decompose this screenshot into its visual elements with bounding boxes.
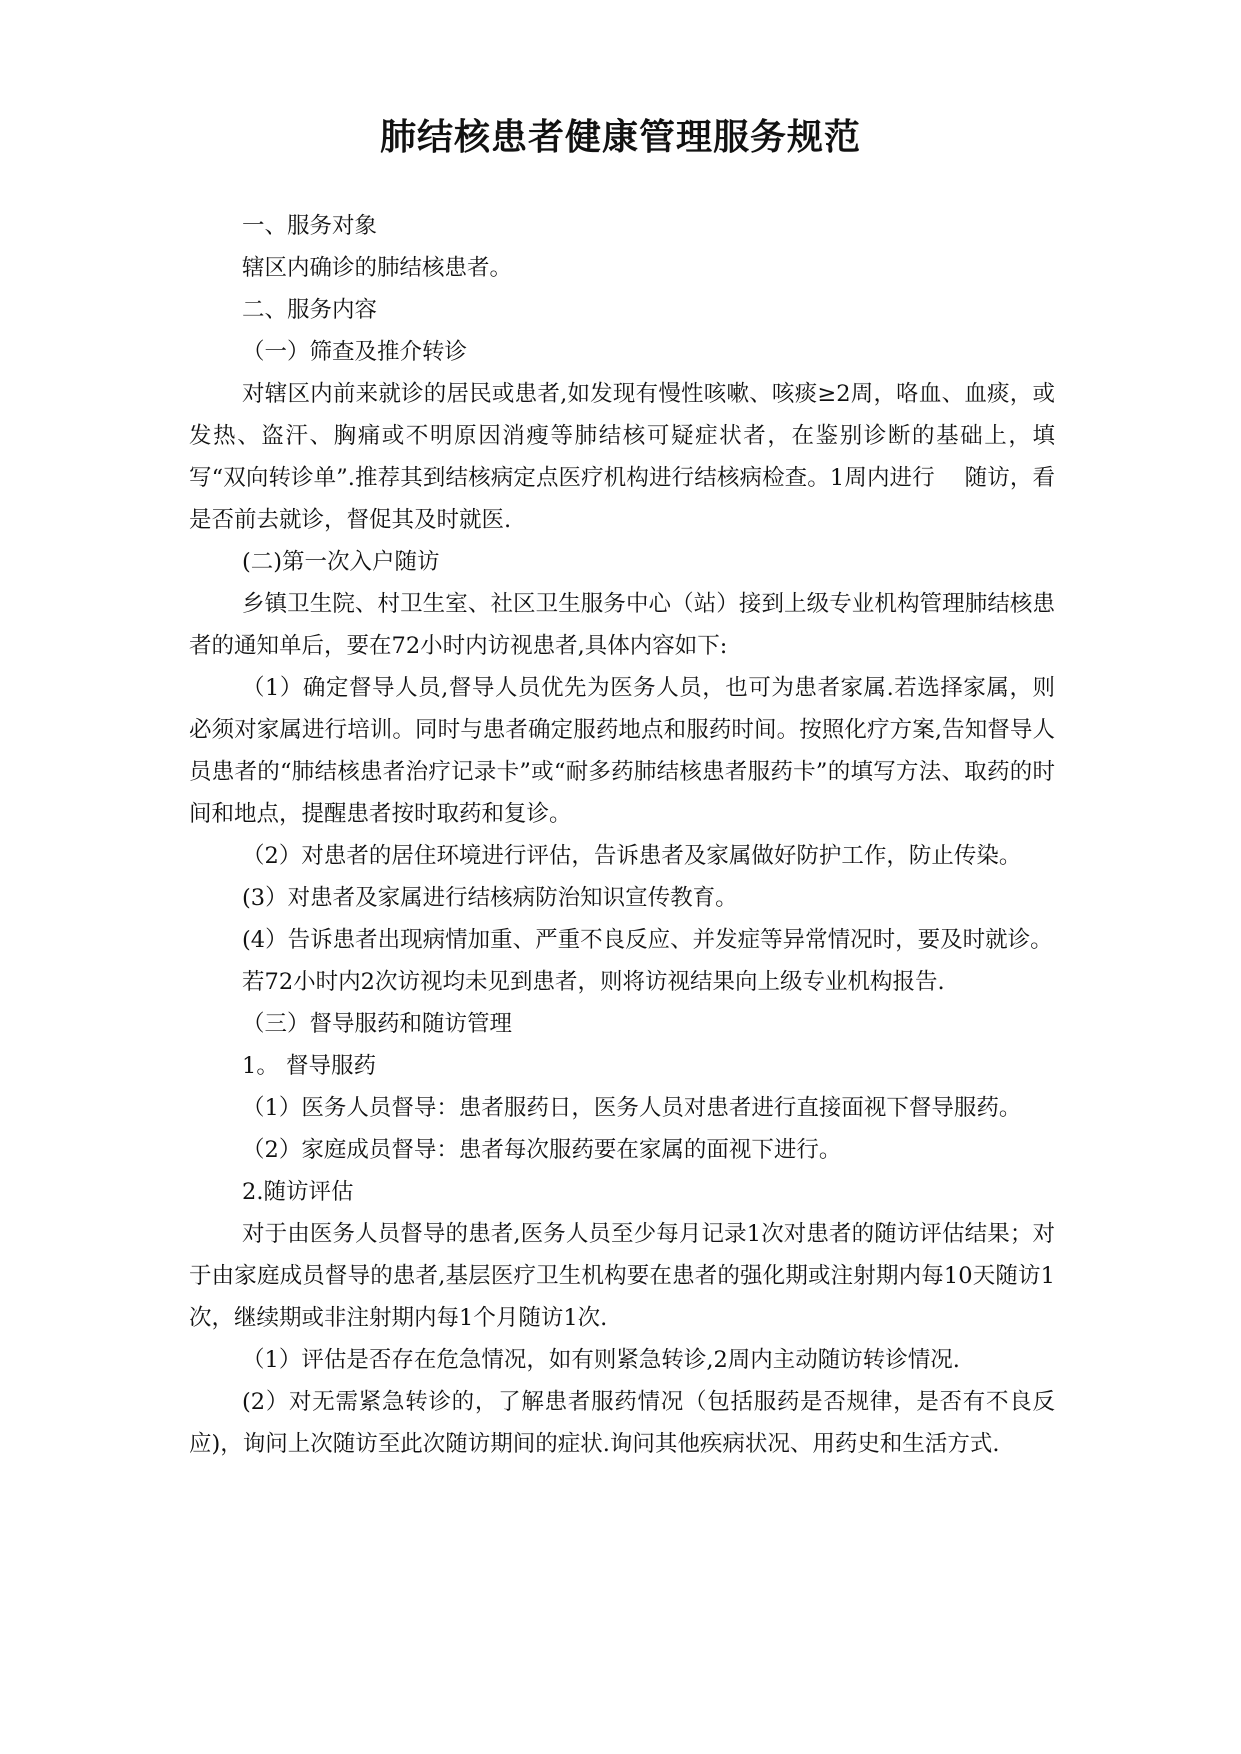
section-heading-service-target: 一、服务对象 [242, 213, 378, 239]
list-item: (2）对无需紧急转诊的，了解患者服药情况（包括服药是否规律，是否有不良反应)，询问上次随访至此次随访期间的症状.询问其他疾病状况、用药史和生活方式. [189, 1389, 1055, 1457]
subsection-heading-follow-up-evaluation: 2.随访评估 [242, 1179, 354, 1205]
subsection-heading-first-visit: (二)第一次入户随访 [242, 549, 440, 575]
page-title: 肺结核患者健康管理服务规范 [379, 117, 861, 158]
document-body [189, 205, 1055, 1465]
list-item: （1）医务人员督导：患者服药日，医务人员对患者进行直接面视下督导服药。 [242, 1095, 1022, 1121]
paragraph: 对于由医务人员督导的患者,医务人员至少每月记录1次对患者的随访评估结果；对于由家庭成员督导的患者,基层医疗卫生机构要在患者的强化期或注射期内每10天随访1次，继续期或非注射期内每1个月随访1次. [189, 1221, 1055, 1331]
list-item: (3）对患者及家属进行结核病防治知识宣传教育。 [242, 885, 738, 911]
paragraph: 若72小时内2次访视均未见到患者，则将访视结果向上级专业机构报告. [242, 969, 945, 995]
subsection-heading-screening: （一）筛查及推介转诊 [242, 339, 468, 365]
subsection-heading-supervised-medication: 1。 督导服药 [242, 1053, 376, 1079]
list-item: （2）对患者的居住环境进行评估，告诉患者及家属做好防护工作，防止传染。 [242, 843, 1022, 869]
list-item: （1）评估是否存在危急情况，如有则紧急转诊,2周内主动随访转诊情况. [242, 1347, 960, 1373]
paragraph: 对辖区内前来就诊的居民或患者,如发现有慢性咳嗽、咳痰≥2周，咯血、血痰，或发热、盗汗、胸痛或不明原因消瘦等肺结核可疑症状者，在鉴别诊断的基础上，填写“双向转诊单”.推荐其到结核病定点医疗机构进行结核病检查。1周内进行 随访，看是否前去就诊，督促其及时就医. [189, 381, 1055, 533]
paragraph: 辖区内确诊的肺结核患者。 [242, 255, 513, 281]
list-item: (4）告诉患者出现病情加重、严重不良反应、并发症等异常情况时，要及时就诊。 [242, 927, 1053, 953]
section-heading-service-content: 二、服务内容 [242, 297, 378, 323]
list-item: （2）家庭成员督导：患者每次服药要在家属的面视下进行。 [242, 1137, 842, 1163]
paragraph: 乡镇卫生院、村卫生室、社区卫生服务中心（站）接到上级专业机构管理肺结核患者的通知单后，要在72小时内访视患者,具体内容如下: [189, 591, 1055, 659]
subsection-heading-supervision: （三）督导服药和随访管理 [242, 1011, 513, 1037]
list-item: （1）确定督导人员,督导人员优先为医务人员，也可为患者家属.若选择家属，则必须对家属进行培训。同时与患者确定服药地点和服药时间。按照化疗方案,告知督导人员患者的“肺结核患者治疗记录卡”或“耐多药肺结核患者服药卡”的填写方法、取药的时间和地点，提醒患者按时取药和复诊。 [189, 675, 1055, 827]
